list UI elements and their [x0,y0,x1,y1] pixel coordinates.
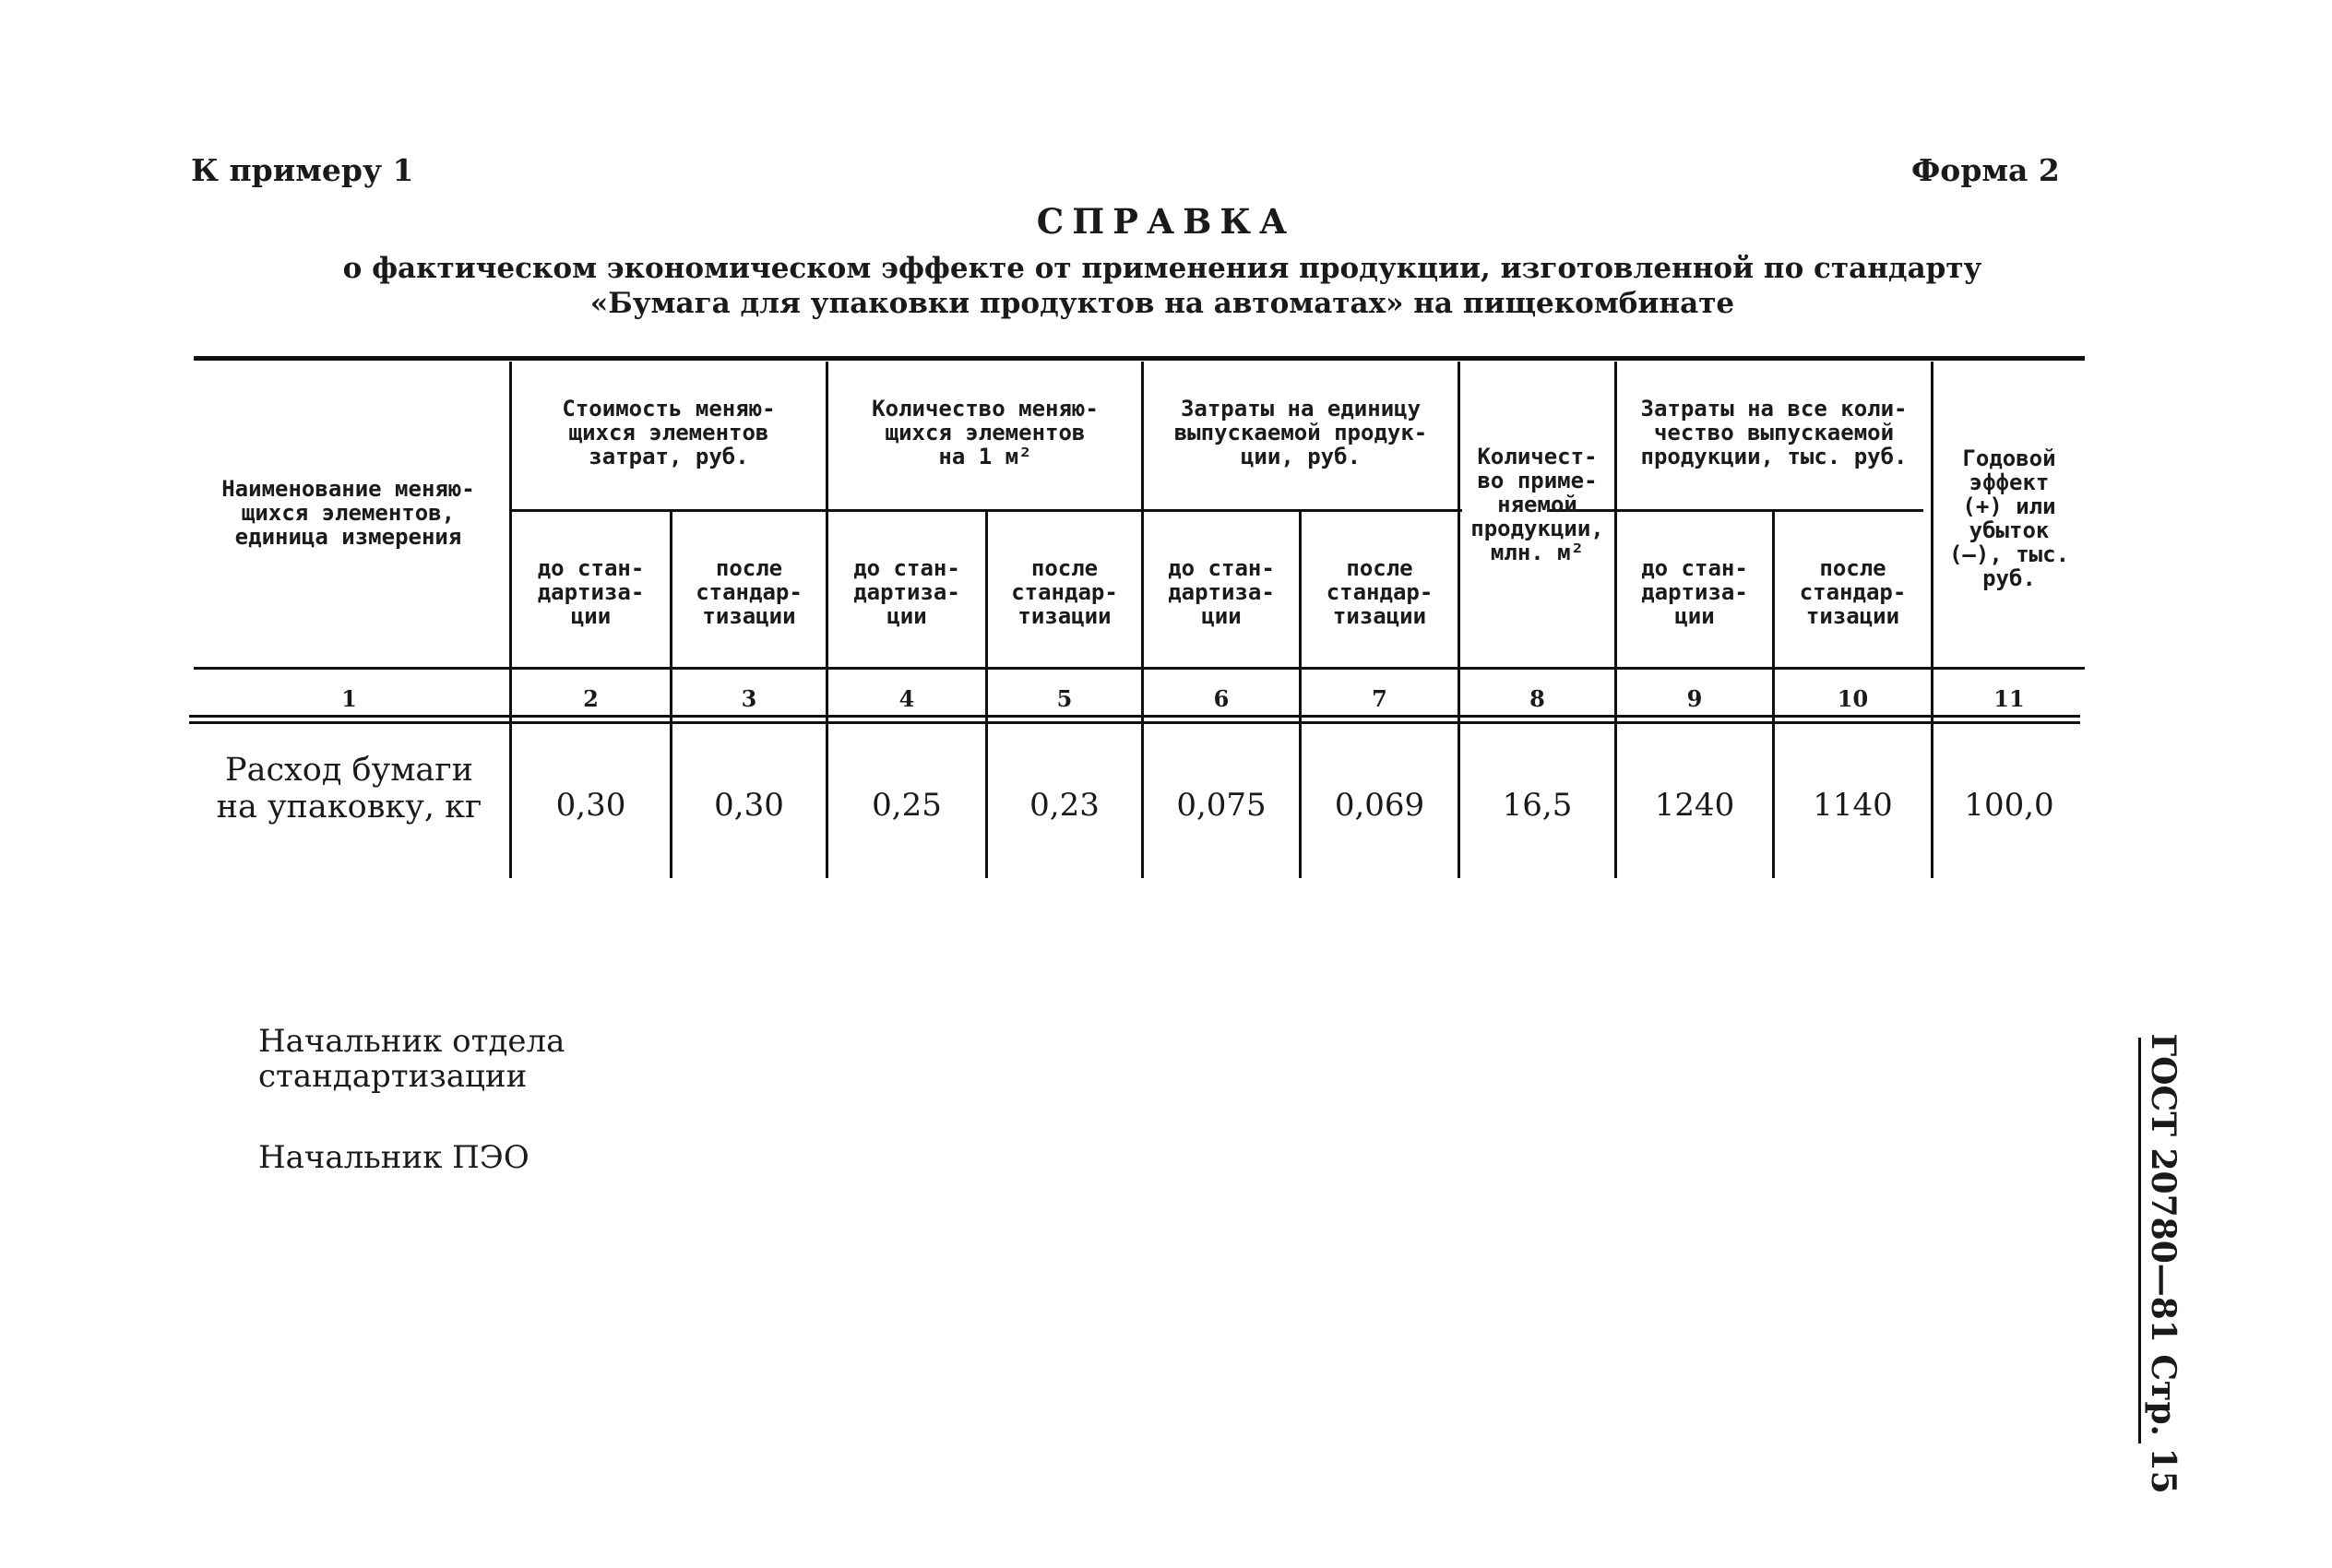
table-cell: 100,0 [1964,787,2054,824]
row-name: Расход бумаги на упаковку, кг [216,752,482,826]
subheader-after: после стандар- тизации [1011,555,1118,629]
table-cell: 16,5 [1502,787,1573,824]
table-cell: 0,23 [1029,787,1100,824]
column-number: 2 [583,685,599,712]
table-cell: 0,25 [872,787,942,824]
subtitle-line-1: о фактическом экономическом эффекте от применения продукции, изготовленной по стандарту [342,252,1982,285]
column-number: 6 [1213,685,1230,712]
standard-page-label: ГОСТ 20780—81 Стр. 15 [2144,1033,2183,1494]
subheader-after: после стандар- тизации [1326,555,1434,629]
subheader-before: до стан- дартиза- ции [1641,555,1748,629]
table-cell: 0,075 [1176,787,1267,824]
subheader-before: до стан- дартиза- ции [853,555,960,629]
column-number: 7 [1372,685,1387,712]
form-number: Форма 2 [1911,152,2060,188]
table-cell: 1240 [1654,787,1735,824]
document-title: СПРАВКА [1036,201,1296,242]
group-header-total-costs: Затраты на все коли- чество выпускаемой продукции, тыс. руб. [1640,396,1908,469]
group-header-cost: Стоимость меняю- щихся элементов затрат, руб. [562,396,776,469]
table-cell: 1140 [1813,787,1893,824]
group-underline [512,509,1923,512]
column-number: 11 [1993,685,2025,712]
header-bottom-rule [194,667,2085,670]
subheader-before: до стан- дартиза- ции [1168,555,1275,629]
example-reference: К примеру 1 [191,152,414,188]
column-number: 4 [898,685,915,712]
table-cell: 0,30 [714,787,784,824]
annual-effect-header: Годовой эффект (+) или убыток (—), тыс. руб. [1948,445,2070,591]
column-number: 10 [1837,685,1869,712]
numbers-rule-2 [189,721,2080,724]
column-number: 1 [341,685,357,712]
name-column-header: Наименование меняю- щихся элементов, единица измерения [221,476,475,550]
table-cell: 0,30 [555,787,626,824]
group-header-quantity: Количество меняю- щихся элементов на 1 м² [872,396,1099,469]
column-number: 8 [1529,685,1545,712]
subtitle-line-2: «Бумага для упаковки продуктов на автоматах» на пищекомбинате [589,287,1735,320]
document-subtitle [277,251,2048,321]
numbers-rule-1 [189,715,2080,718]
signature-peo-head: Начальник ПЭО [258,1139,529,1176]
subheader-before: до стан- дартиза- ции [537,555,645,629]
column-number: 3 [741,685,757,712]
column-number: 9 [1686,685,1703,712]
signature-department-head: Начальник отдела стандартизации [258,1023,565,1095]
group-header-unit-costs: Затраты на единицу выпускаемой продук- ции, руб. [1173,396,1428,469]
subheader-after: после стандар- тизации [696,555,803,629]
table-cell: 0,069 [1334,787,1425,824]
subheader-after: после стандар- тизации [1799,555,1907,629]
column-number: 5 [1056,685,1073,712]
table-top-rule [194,356,2085,361]
product-quantity-header: Количест- во приме- няемой продукции, млн. м² [1470,444,1604,565]
